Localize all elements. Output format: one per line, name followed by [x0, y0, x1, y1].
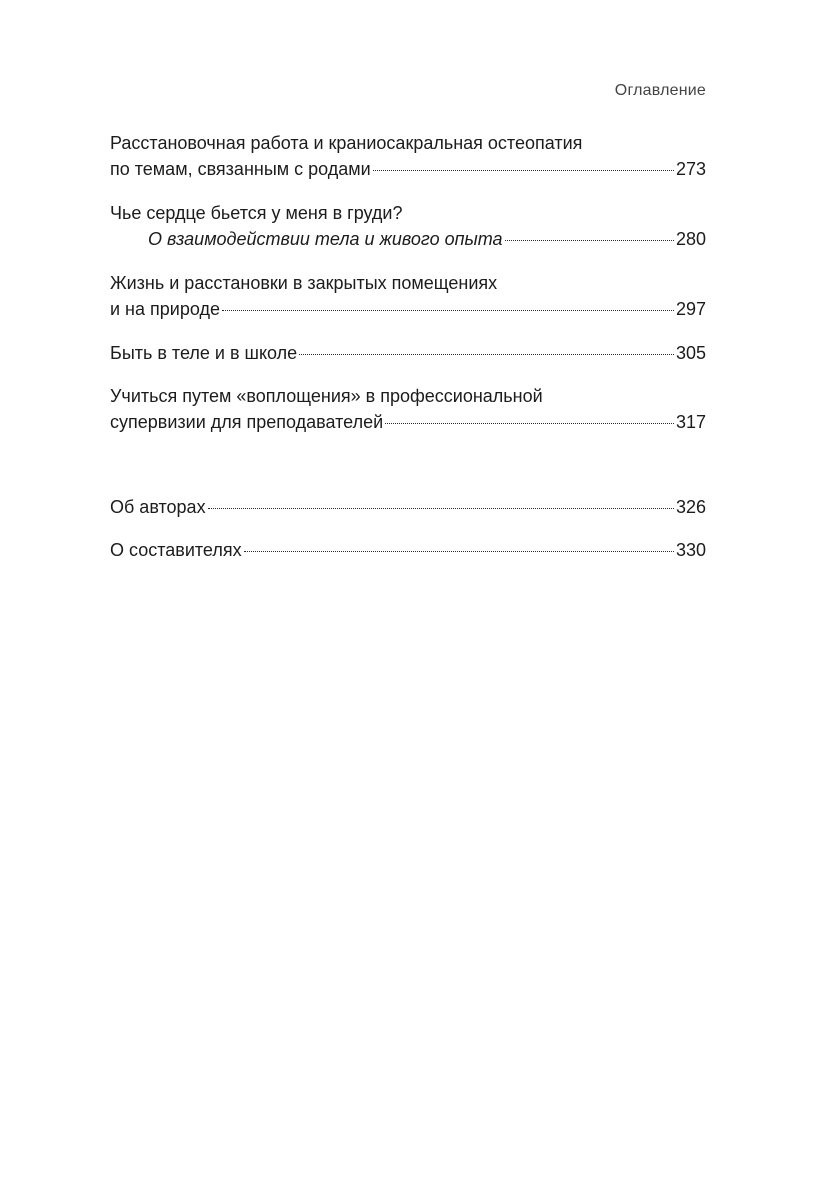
- table-of-contents: [110, 130, 706, 563]
- page-number: 326: [675, 497, 706, 517]
- toc-entry-title-line: О составителях: [110, 540, 242, 560]
- dot-leader: [222, 309, 674, 311]
- toc-entry-title-line: Учиться путем «воплощения» в профессиональной: [110, 386, 543, 406]
- toc-entry[interactable]: [110, 494, 706, 520]
- running-head: Оглавление: [614, 82, 706, 99]
- toc-entry-subtitle: О взаимодействии тела и живого опыта: [148, 229, 503, 249]
- toc-entry-title-line: Об авторах: [110, 497, 206, 517]
- page-number: 330: [675, 540, 706, 560]
- toc-entry[interactable]: [110, 537, 706, 563]
- toc-entry[interactable]: [110, 200, 706, 252]
- page-number: 273: [675, 159, 706, 179]
- dot-leader: [244, 550, 674, 552]
- toc-entry-title-line: Расстановочная работа и краниосакральная остеопатия: [110, 133, 583, 153]
- toc-entry[interactable]: [110, 383, 706, 435]
- page-number: 280: [675, 229, 706, 249]
- toc-entry-title-line: Быть в теле и в школе: [110, 343, 298, 363]
- toc-entry-title-line: и на природе: [110, 299, 220, 319]
- toc-entry-title-line: Чье сердце бьется у меня в груди?: [110, 203, 403, 223]
- toc-entry-title-line: по темам, связанным с родами: [110, 159, 371, 179]
- page-number: 305: [675, 343, 706, 363]
- page-number: 317: [675, 412, 706, 432]
- dot-leader: [299, 353, 674, 355]
- toc-entry[interactable]: [110, 270, 706, 322]
- toc-entry[interactable]: [110, 340, 706, 366]
- dot-leader: [208, 507, 674, 509]
- toc-entry-title-line: Жизнь и расстановки в закрытых помещениях: [110, 273, 498, 293]
- dot-leader: [373, 169, 674, 171]
- dot-leader: [505, 239, 674, 241]
- toc-entry[interactable]: [110, 130, 706, 182]
- toc-entry-title-line: супервизии для преподавателей: [110, 412, 384, 432]
- page-number: 297: [675, 299, 706, 319]
- dot-leader: [385, 422, 674, 424]
